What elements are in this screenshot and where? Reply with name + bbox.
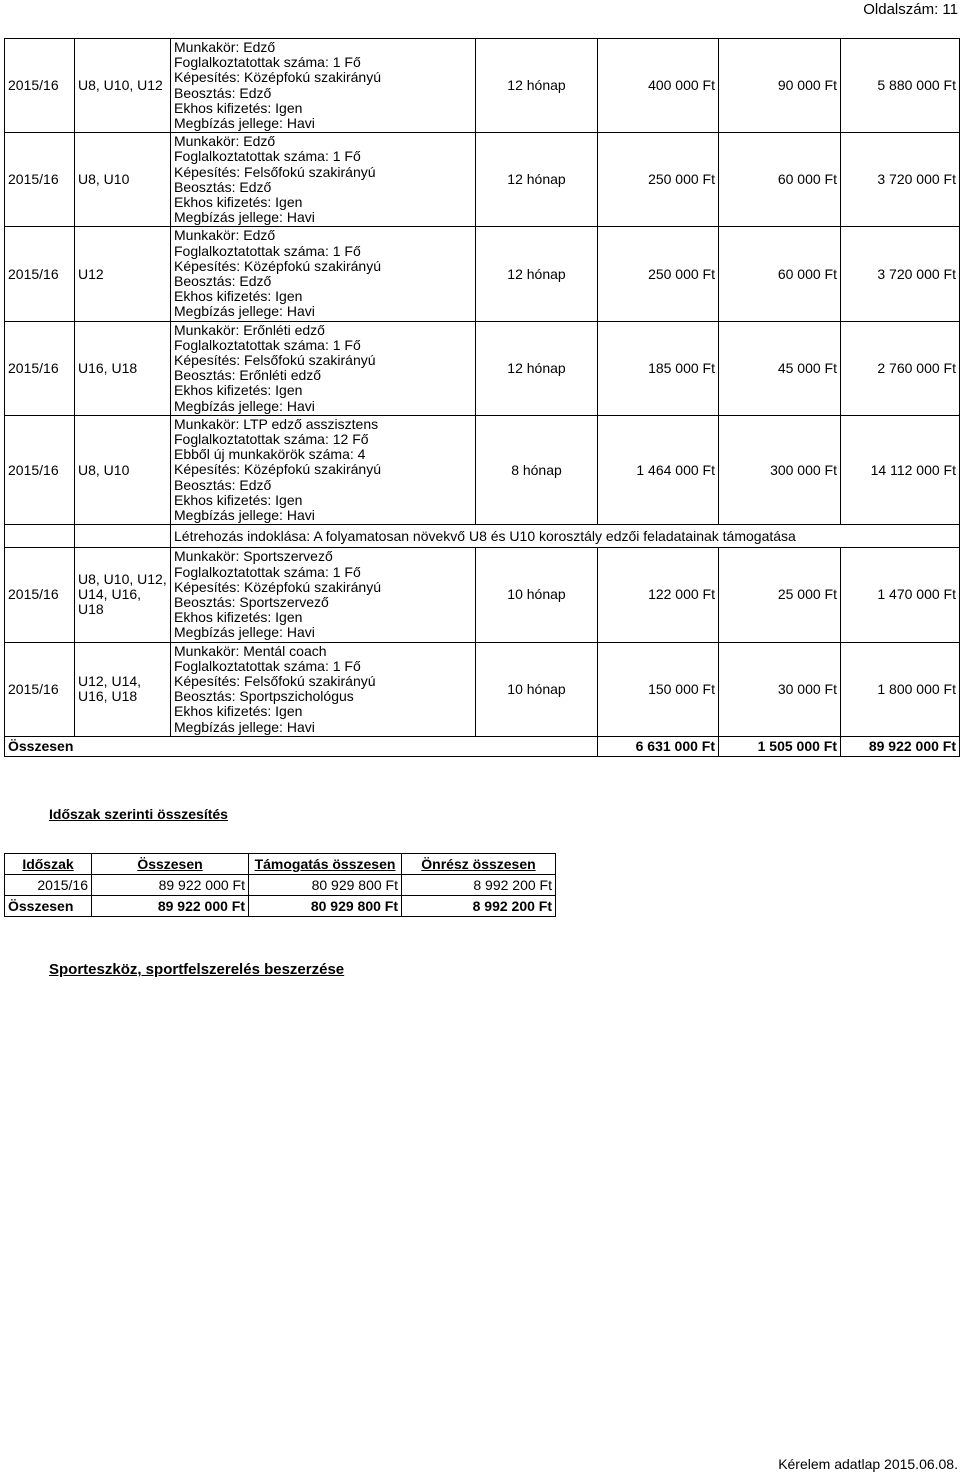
position-description bbox=[171, 133, 476, 227]
description-line: Ekhos kifizetés: Igen bbox=[174, 288, 303, 305]
duration: 12 hónap bbox=[476, 321, 598, 415]
description-line: Munkakör: Mentál coach bbox=[174, 642, 327, 659]
description-line: Beosztás: Edző bbox=[174, 178, 272, 195]
age-groups: U8, U10 bbox=[75, 133, 171, 227]
description-line: Megbízás jellege: Havi bbox=[174, 303, 315, 320]
summary-header-support: Támogatás összesen bbox=[249, 854, 402, 875]
position-description bbox=[171, 642, 476, 736]
duration: 12 hónap bbox=[476, 39, 598, 133]
table-row bbox=[5, 415, 960, 524]
monthly-amount: 185 000 Ft bbox=[598, 321, 719, 415]
row-total: 3 720 000 Ft bbox=[841, 133, 960, 227]
monthly-contribution: 45 000 Ft bbox=[719, 321, 841, 415]
row-total: 3 720 000 Ft bbox=[841, 227, 960, 321]
creation-justification: Létrehozás indoklása: A folyamatosan növekvő U8 és U10 korosztály edzői feladatainak támogatása bbox=[171, 525, 960, 548]
description-line: Megbízás jellege: Havi bbox=[174, 718, 315, 735]
row-total: 2 760 000 Ft bbox=[841, 321, 960, 415]
duration: 10 hónap bbox=[476, 642, 598, 736]
table-row bbox=[5, 642, 960, 736]
table-row bbox=[5, 39, 960, 133]
table-row bbox=[5, 227, 960, 321]
description-line: Képesítés: Középfokú szakirányú bbox=[174, 578, 382, 595]
summary-total-support: 80 929 800 Ft bbox=[249, 896, 402, 917]
description-line: Képesítés: Középfokú szakirányú bbox=[174, 461, 382, 478]
description-line: Foglalkoztatottak száma: 12 Fő bbox=[174, 431, 369, 448]
summary-total-own: 8 992 200 Ft bbox=[402, 896, 556, 917]
description-line: Ebből új munkakörök száma: 4 bbox=[174, 446, 366, 463]
description-line: Munkakör: Edző bbox=[174, 133, 276, 150]
age-groups: U16, U18 bbox=[75, 321, 171, 415]
monthly-contribution: 300 000 Ft bbox=[719, 415, 841, 524]
note-spacer bbox=[5, 525, 75, 548]
description-line: Beosztás: Edző bbox=[174, 84, 272, 101]
description-line: Megbízás jellege: Havi bbox=[174, 209, 315, 226]
summary-total: 89 922 000 Ft bbox=[92, 875, 249, 896]
summary-period: 2015/16 bbox=[5, 875, 92, 896]
season: 2015/16 bbox=[5, 415, 75, 524]
monthly-contribution: 25 000 Ft bbox=[719, 548, 841, 642]
monthly-contribution: 30 000 Ft bbox=[719, 642, 841, 736]
summary-header-own: Önrész összesen bbox=[402, 854, 556, 875]
summary-header-total: Összesen bbox=[92, 854, 249, 875]
position-description bbox=[171, 227, 476, 321]
table-row bbox=[5, 548, 960, 642]
description-line: Foglalkoztatottak száma: 1 Fő bbox=[174, 242, 361, 259]
monthly-amount: 1 464 000 Ft bbox=[598, 415, 719, 524]
season: 2015/16 bbox=[5, 227, 75, 321]
description-line: Munkakör: Sportszervező bbox=[174, 548, 333, 565]
duration: 10 hónap bbox=[476, 548, 598, 642]
position-description bbox=[171, 415, 476, 524]
age-groups: U8, U10, U12 bbox=[75, 39, 171, 133]
description-line: Foglalkoztatottak száma: 1 Fő bbox=[174, 336, 361, 353]
row-total: 5 880 000 Ft bbox=[841, 39, 960, 133]
totals-label: Összesen bbox=[5, 736, 598, 756]
description-line: Beosztás: Sportpszichológus bbox=[174, 688, 354, 705]
summary-total-label: Összesen bbox=[5, 896, 92, 917]
description-line: Foglalkoztatottak száma: 1 Fő bbox=[174, 657, 361, 674]
monthly-contribution: 60 000 Ft bbox=[719, 133, 841, 227]
summary-own: 8 992 200 Ft bbox=[402, 875, 556, 896]
season: 2015/16 bbox=[5, 642, 75, 736]
age-groups: U8, U10, U12, U14, U16, U18 bbox=[75, 548, 171, 642]
description-line: Ekhos kifizetés: Igen bbox=[174, 703, 303, 720]
description-line: Beosztás: Edző bbox=[174, 273, 272, 290]
description-line: Ekhos kifizetés: Igen bbox=[174, 609, 303, 626]
footer-text: Kérelem adatlap 2015.06.08. bbox=[778, 1456, 958, 1472]
monthly-contribution: 90 000 Ft bbox=[719, 39, 841, 133]
season: 2015/16 bbox=[5, 133, 75, 227]
description-line: Munkakör: Erőnléti edző bbox=[174, 321, 325, 338]
description-line: Képesítés: Felsőfokú szakirányú bbox=[174, 352, 376, 369]
totals-contribution: 1 505 000 Ft bbox=[719, 736, 841, 756]
summary-header-period: Időszak bbox=[5, 854, 92, 875]
summary-title: Időszak szerinti összesítés bbox=[49, 806, 228, 822]
description-line: Képesítés: Középfokú szakirányú bbox=[174, 69, 382, 86]
summary-total-row bbox=[5, 896, 556, 917]
summary-header-row bbox=[5, 854, 556, 875]
duration: 8 hónap bbox=[476, 415, 598, 524]
row-total: 1 800 000 Ft bbox=[841, 642, 960, 736]
description-line: Ekhos kifizetés: Igen bbox=[174, 194, 303, 211]
description-line: Megbízás jellege: Havi bbox=[174, 397, 315, 414]
row-total: 14 112 000 Ft bbox=[841, 415, 960, 524]
note-spacer bbox=[75, 525, 171, 548]
note-row bbox=[5, 525, 960, 548]
season: 2015/16 bbox=[5, 321, 75, 415]
description-line: Megbízás jellege: Havi bbox=[174, 624, 315, 641]
description-line: Beosztás: Sportszervező bbox=[174, 593, 329, 610]
totals-row bbox=[5, 736, 960, 756]
monthly-amount: 250 000 Ft bbox=[598, 227, 719, 321]
position-description bbox=[171, 39, 476, 133]
description-line: Foglalkoztatottak száma: 1 Fő bbox=[174, 54, 361, 71]
row-total: 1 470 000 Ft bbox=[841, 548, 960, 642]
description-line: Megbízás jellege: Havi bbox=[174, 115, 315, 132]
description-line: Munkakör: Edző bbox=[174, 227, 276, 244]
monthly-amount: 122 000 Ft bbox=[598, 548, 719, 642]
totals-sum: 89 922 000 Ft bbox=[841, 736, 960, 756]
description-line: Képesítés: Felsőfokú szakirányú bbox=[174, 672, 376, 689]
duration: 12 hónap bbox=[476, 227, 598, 321]
duration: 12 hónap bbox=[476, 133, 598, 227]
page-number: Oldalszám: 11 bbox=[863, 1, 958, 18]
age-groups: U12, U14, U16, U18 bbox=[75, 642, 171, 736]
monthly-contribution: 60 000 Ft bbox=[719, 227, 841, 321]
age-groups: U8, U10 bbox=[75, 415, 171, 524]
table-row bbox=[5, 133, 960, 227]
description-line: Képesítés: Középfokú szakirányú bbox=[174, 257, 382, 274]
description-line: Foglalkoztatottak száma: 1 Fő bbox=[174, 148, 361, 165]
monthly-amount: 400 000 Ft bbox=[598, 39, 719, 133]
summary-row bbox=[5, 875, 556, 896]
equipment-section-title: Sporteszköz, sportfelszerelés beszerzése bbox=[49, 961, 345, 978]
description-line: Munkakör: LTP edző asszisztens bbox=[174, 415, 379, 432]
table-row bbox=[5, 321, 960, 415]
age-groups: U12 bbox=[75, 227, 171, 321]
description-line: Képesítés: Felsőfokú szakirányú bbox=[174, 163, 376, 180]
monthly-amount: 250 000 Ft bbox=[598, 133, 719, 227]
period-summary-table bbox=[4, 853, 556, 917]
summary-total-sum: 89 922 000 Ft bbox=[92, 896, 249, 917]
summary-support: 80 929 800 Ft bbox=[249, 875, 402, 896]
monthly-amount: 150 000 Ft bbox=[598, 642, 719, 736]
description-line: Megbízás jellege: Havi bbox=[174, 507, 315, 524]
description-line: Munkakör: Edző bbox=[174, 39, 276, 55]
description-line: Ekhos kifizetés: Igen bbox=[174, 382, 303, 399]
description-line: Beosztás: Edző bbox=[174, 476, 272, 493]
description-line: Beosztás: Erőnléti edző bbox=[174, 367, 322, 384]
description-line: Ekhos kifizetés: Igen bbox=[174, 491, 303, 508]
totals-amount: 6 631 000 Ft bbox=[598, 736, 719, 756]
position-description bbox=[171, 321, 476, 415]
staff-costs-table bbox=[4, 38, 960, 757]
season: 2015/16 bbox=[5, 39, 75, 133]
position-description bbox=[171, 548, 476, 642]
description-line: Ekhos kifizetés: Igen bbox=[174, 99, 303, 116]
description-line: Foglalkoztatottak száma: 1 Fő bbox=[174, 563, 361, 580]
season: 2015/16 bbox=[5, 548, 75, 642]
